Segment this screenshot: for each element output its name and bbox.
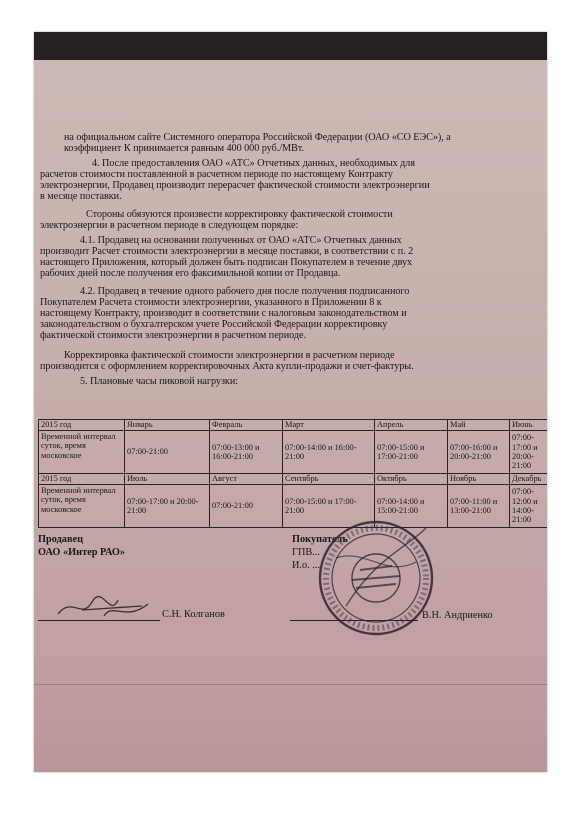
table-interval-label: Временной интервал суток, время московское [39, 485, 125, 528]
clause-4-2-line: фактической стоимости электроэнергии в расчетном периоде. [40, 330, 306, 341]
table-month-cell: Апрель [375, 420, 448, 431]
table-month-cell: Ноябрь [448, 474, 510, 485]
clause-4-2-line: Покупателем Расчета стоимости электроэнергии, указанного в Приложении 8 к [40, 297, 382, 308]
table-month-cell: Август [210, 474, 283, 485]
table-month-cell: Октябрь [375, 474, 448, 485]
table-year-cell: 2015 год [39, 474, 125, 485]
seller-name: С.Н. Колганов [162, 609, 225, 620]
table-month-cell: Июнь [510, 420, 548, 431]
table-value-cell: 07:00-13:00 и 16:00-21:00 [210, 431, 283, 474]
clause-4-line: в месяце поставки. [40, 191, 122, 202]
table-value-cell: 07:00-12:00 и 14:00-21:00 [510, 485, 548, 528]
seller-org: ОАО «Интер РАО» [38, 547, 126, 558]
table-row [39, 420, 548, 431]
seller-title: Продавец [38, 534, 84, 545]
divider [34, 684, 547, 685]
table-year-cell: 2015 год [39, 420, 125, 431]
table-month-cell: Июль [125, 474, 210, 485]
correction-line: Корректировка фактической стоимости электроэнергии в расчетном периоде [64, 350, 395, 361]
table-month-cell: Январь [125, 420, 210, 431]
parties-line: Стороны обязуются произвести корректировку фактической стоимости [86, 209, 393, 220]
scanned-document-page [34, 32, 547, 772]
parties-line: электроэнергии в расчетном периоде в следующем порядке: [40, 220, 299, 231]
table-month-cell: Май [448, 420, 510, 431]
clause-4-2-line: 4.2. Продавец в течение одного рабочего дня после получения подписанного [80, 286, 410, 297]
table-value-cell: 07:00-14:00 и 15:00-21:00 [375, 485, 448, 528]
correction-line: производится с оформлением корректировочных Акта купли-продажи и счет-фактуры. [40, 361, 414, 372]
table-value-cell: 07:00-21:00 [125, 431, 210, 474]
table-value-cell: 07:00-15:00 и 17:00-21:00 [283, 485, 375, 528]
clause-4-1-line: настоящего Приложения, который должен быть подписан Покупателем в течение двух [40, 257, 413, 268]
peak-hours-table [38, 419, 547, 528]
clause-4-1-line: 4.1. Продавец на основании полученных от ОАО «АТС» Отчетных данных [80, 235, 402, 246]
table-row [39, 431, 548, 474]
buyer-name: В.Н. Андриенко [422, 610, 493, 621]
text-line: на официальном сайте Системного оператора Российской Федерации (ОАО «СО ЕЭС»), а [64, 132, 451, 143]
clause-4-2-line: настоящему Контракту, производит в соответствии с налоговым законодательством и [40, 308, 407, 319]
table-value-cell: 07:00-11:00 и 13:00-21:00 [448, 485, 510, 528]
clause-4-line: 4. После предоставления ОАО «АТС» Отчетных данных, необходимых для [92, 158, 415, 169]
table-month-cell: Декабрь [510, 474, 548, 485]
clause-4-1-line: производит Расчет стоимости электроэнергии в месяце поставки, в соответствии с п. 2 [40, 246, 414, 257]
table-value-cell: 07:00-17:00 и 20:00-21:00 [510, 431, 548, 474]
scan-dark-edge [34, 32, 547, 60]
buyer-title: Покупатель [292, 534, 348, 545]
table-value-cell: 07:00-21:00 [210, 485, 283, 528]
clause-4-line: расчетов стоимости поставленной в расчетном периоде по настоящему Контракту [40, 169, 393, 180]
table-row [39, 474, 548, 485]
seller-signature-scribble [52, 592, 162, 622]
table-value-cell: 07:00-16:00 и 20:00-21:00 [448, 431, 510, 474]
clause-4-1-line: рабочих дней после получения его факсимильной копии от Продавца. [40, 268, 341, 279]
clause-4-line: электроэнергии, Продавец производит перерасчет фактической стоимости электроэнергии [40, 180, 430, 191]
table-month-cell: Февраль [210, 420, 283, 431]
clause-4-2-line: законодательством о бухгалтерском учете Российской Федерации корректировку [40, 319, 388, 330]
table-value-cell: 07:00-15:00 и 17:00-21:00 [375, 431, 448, 474]
table-interval-label: Временной интервал суток, время московское [39, 431, 125, 474]
table-month-cell: Сентябрь [283, 474, 375, 485]
buyer-role: И.о. ... [292, 560, 321, 571]
text-line: коэффициент К принимается равным 400 000 руб./МВт. [64, 143, 304, 154]
round-seal-stamp [316, 518, 436, 638]
table-month-cell: Март [283, 420, 375, 431]
table-row [39, 485, 548, 528]
table-value-cell: 07:00-14:00 и 16:00-21:00 [283, 431, 375, 474]
table-value-cell: 07:00-17:00 и 20:00-21:00 [125, 485, 210, 528]
seller-signature-line [38, 620, 160, 621]
clause-5-heading: 5. Плановые часы пиковой нагрузки: [80, 376, 239, 387]
buyer-org: ГПВ... [292, 547, 320, 558]
